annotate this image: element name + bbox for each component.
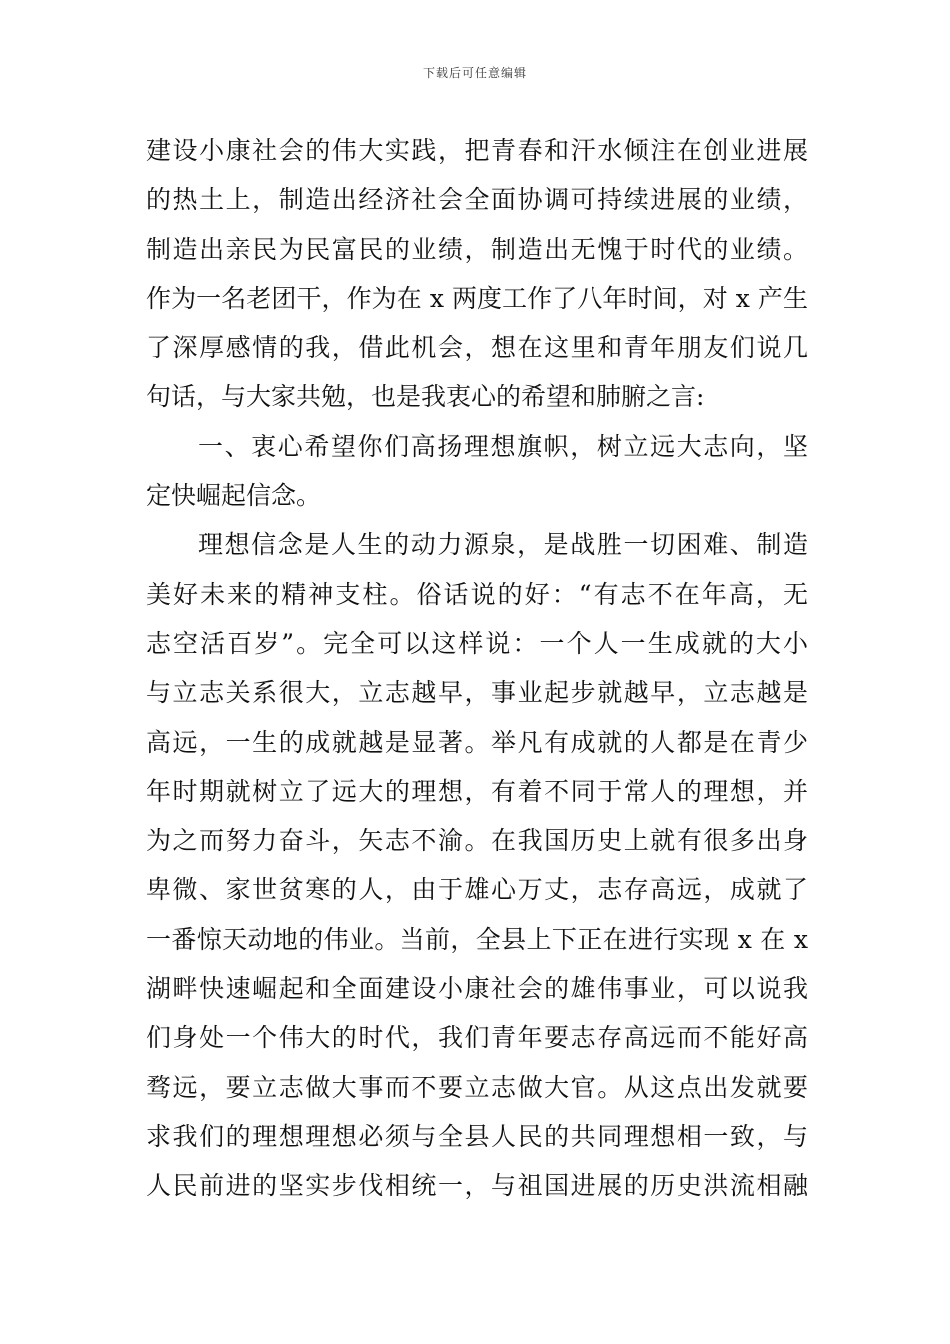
body-line: 求我们的理想理想必须与全县人民的共同理想相一致，与 [146, 1121, 808, 1151]
body-line: 们身处一个伟大的时代，我们青年要志存高远而不能好高 [146, 1023, 808, 1053]
section-heading-line: 一、衷心希望你们高扬理想旗帜，树立远大志向，坚 [198, 431, 808, 461]
body-line: 句话，与大家共勉，也是我衷心的希望和肺腑之言: [146, 382, 705, 412]
body-line: 为之而努力奋斗，矢志不渝。在我国历史上就有很多出身 [146, 826, 808, 856]
body-line: 骛远，要立志做大事而不要立志做大官。从这点出发就要 [146, 1072, 808, 1102]
body-line: 作为一名老团干，作为在 x 两度工作了八年时间，对 x 产生 [146, 283, 808, 313]
body-line: 一番惊天动地的伟业。当前，全县上下正在进行实现 x 在 x [146, 924, 808, 954]
body-line: 建设小康社会的伟大实践，把青春和汗水倾注在创业进展 [146, 136, 808, 165]
body-line: 高远，一生的成就越是显著。举凡有成就的人都是在青少 [146, 727, 808, 757]
body-line: 美好未来的精神支柱。俗话说的好：“有志不在年高，无 [146, 579, 808, 609]
body-line: 卑微、家世贫寒的人，由于雄心万丈，志存高远，成就了 [146, 875, 808, 905]
body-line: 的热土上，制造出经济社会全面协调可持续进展的业绩， [146, 185, 808, 215]
page-header-note: 下载后可任意编辑 [422, 66, 527, 80]
body-line: 理想信念是人生的动力源泉，是战胜一切困难、制造 [198, 530, 808, 560]
body-line: 与立志关系很大，立志越早，事业起步就越早，立志越是 [146, 678, 808, 708]
document-body [146, 126, 808, 1211]
body-line: 年时期就树立了远大的理想，有着不同于常人的理想，并 [146, 776, 808, 806]
body-line: 了深厚感情的我，借此机会，想在这里和青年朋友们说几 [146, 333, 808, 363]
body-line: 志空活百岁”。完全可以这样说：一个人一生成就的大小 [146, 628, 808, 658]
body-line: 湖畔快速崛起和全面建设小康社会的雄伟事业，可以说我 [146, 974, 808, 1004]
section-heading-line: 定快崛起信念。 [146, 481, 322, 511]
body-line: 人民前进的坚实步伐相统一，与祖国进展的历史洪流相融 [146, 1171, 808, 1201]
body-line: 制造出亲民为民富民的业绩，制造出无愧于时代的业绩。 [146, 234, 808, 264]
